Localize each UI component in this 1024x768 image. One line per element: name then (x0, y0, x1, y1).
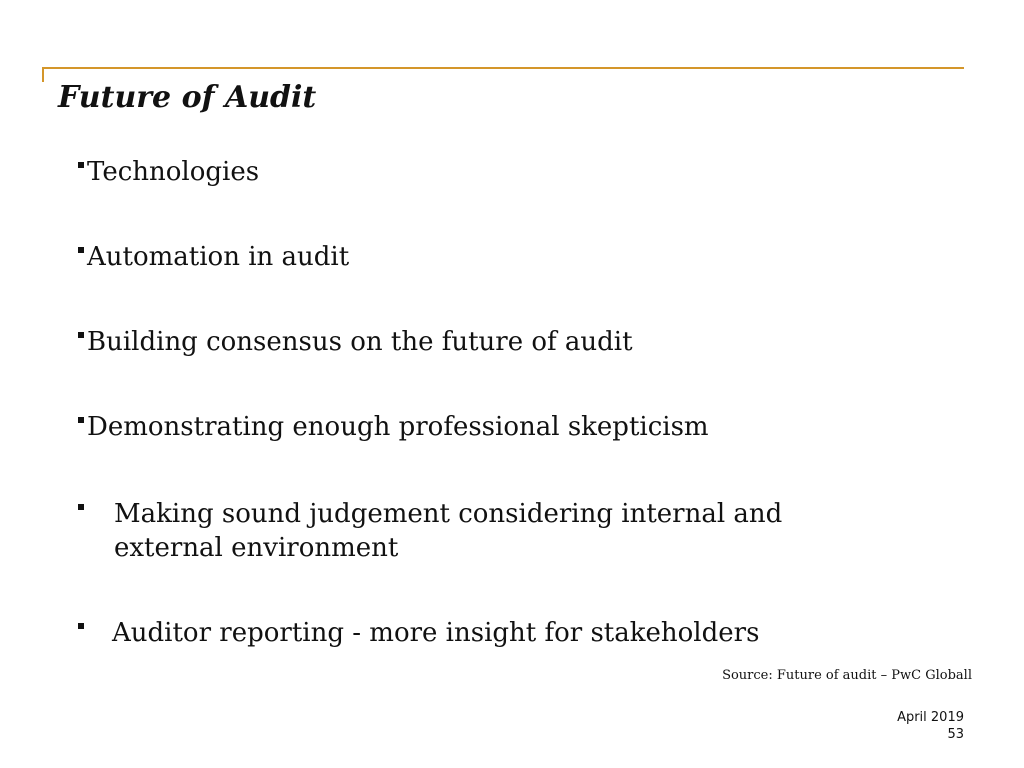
page-number: 53 (947, 727, 964, 742)
bullet-text: Auditor reporting - more insight for stakeholders (112, 618, 760, 648)
header-rule (42, 67, 964, 69)
bullet-item (78, 616, 759, 650)
bullet-text: Automation in audit (87, 242, 350, 272)
bullet-text: Making sound judgement considering internal and external environment (114, 499, 783, 563)
footer-date: April 2019 (897, 710, 964, 725)
bullet-item (78, 410, 709, 444)
bullet-text: Technologies (87, 157, 260, 187)
bullet-item (78, 155, 259, 189)
bullet-text: Building consensus on the future of audit (87, 327, 633, 357)
slide-title: Future of Audit (58, 80, 317, 115)
header-rule-tick (42, 67, 44, 82)
bullet-item (78, 240, 349, 274)
square-bullet-icon (78, 504, 84, 510)
square-bullet-icon (78, 162, 84, 168)
square-bullet-icon (78, 623, 84, 629)
square-bullet-icon (78, 417, 84, 423)
square-bullet-icon (78, 247, 84, 253)
bullet-item (78, 325, 633, 359)
source-note: Source: Future of audit – PwC Globall (722, 668, 972, 683)
bullet-text: Demonstrating enough professional skepticism (87, 412, 709, 442)
bullet-item (78, 497, 814, 565)
square-bullet-icon (78, 332, 84, 338)
